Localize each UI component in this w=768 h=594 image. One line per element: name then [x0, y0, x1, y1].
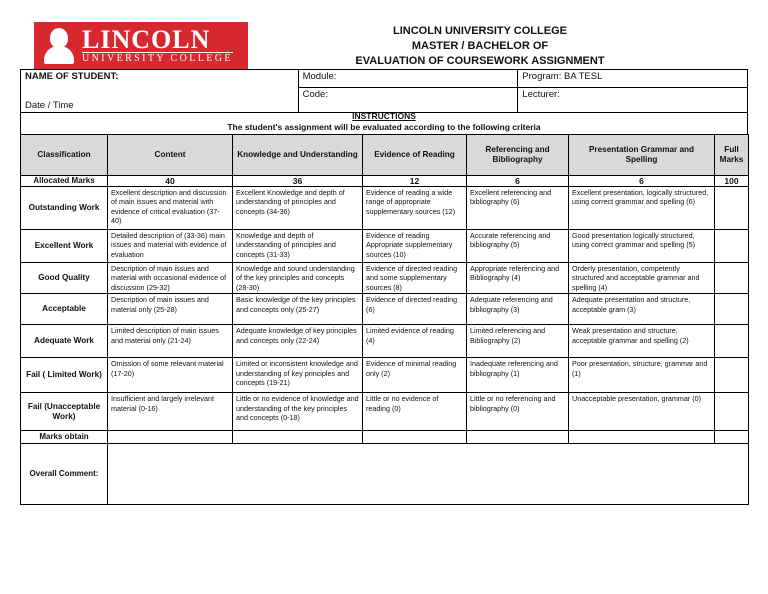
table-row: [21, 393, 749, 431]
overall-comment-field[interactable]: [108, 444, 749, 505]
criteria-cell: Adequate referencing and bibliography (3): [467, 294, 569, 325]
code-field[interactable]: [298, 87, 518, 112]
allocated-knowledge: 36: [233, 176, 363, 187]
criteria-cell: Evidence of directed reading and some supplementary sources (8): [363, 263, 467, 294]
lecturer-field[interactable]: [518, 87, 748, 112]
lincoln-bust-icon: [40, 26, 78, 66]
student-name-field[interactable]: [21, 70, 299, 113]
classification-cell: Acceptable: [21, 294, 108, 325]
table-row: [21, 187, 749, 230]
criteria-cell: Inadequate referencing and bibliography (1): [467, 358, 569, 393]
marks-obtain-referencing[interactable]: [467, 431, 569, 444]
table-row: [21, 294, 749, 325]
marks-cell[interactable]: [715, 358, 749, 393]
marks-obtain-content[interactable]: [108, 431, 233, 444]
overall-comment-row: [21, 444, 749, 505]
criteria-cell: Description of main issues and material with occasional evidence of discussion (29-32): [108, 263, 233, 294]
student-info-table: [20, 69, 748, 113]
criteria-cell: Insufficient and largely irrelevant material (0-16): [108, 393, 233, 431]
marks-cell[interactable]: [715, 187, 749, 230]
header-full-marks: Full Marks: [715, 135, 749, 176]
criteria-cell: Accurate referencing and bibliography (5): [467, 230, 569, 263]
rubric-table: [20, 134, 749, 505]
degree-title: MASTER / BACHELOR OF: [411, 40, 549, 52]
classification-cell: Outstanding Work: [21, 187, 108, 230]
program-label: Program: BA TESL: [522, 71, 603, 82]
criteria-cell: Limited evidence of reading (4): [363, 325, 467, 358]
header-classification: Classification: [21, 135, 108, 176]
document-header: [350, 24, 610, 69]
criteria-cell: Excellent referencing and bibliography (6): [467, 187, 569, 230]
header-reading: Evidence of Reading: [363, 135, 467, 176]
criteria-cell: Little or no evidence of knowledge and understanding of the key principles and concepts (0-18): [233, 393, 363, 431]
criteria-cell: Evidence of reading Appropriate supplementary sources (10): [363, 230, 467, 263]
instructions-text: The student's assignment will be evaluated according to the following criteria: [227, 122, 541, 132]
marks-cell[interactable]: [715, 325, 749, 358]
marks-obtain-presentation[interactable]: [569, 431, 715, 444]
header-knowledge: Knowledge and Understanding: [233, 135, 363, 176]
criteria-cell: Description of main issues and material only (25-28): [108, 294, 233, 325]
criteria-cell: Detailed description of (33-36) main issues and material with evidence of evaluation: [108, 230, 233, 263]
table-row: [21, 230, 749, 263]
lecturer-label: Lecturer:: [522, 88, 560, 100]
criteria-cell: Adequate presentation and structure, acceptable gram (3): [569, 294, 715, 325]
header-presentation: Presentation Grammar and Spelling: [569, 135, 715, 176]
code-label: Code:: [302, 88, 328, 100]
table-row: [21, 325, 749, 358]
criteria-cell: Evidence of minimal reading only (2): [363, 358, 467, 393]
criteria-cell: Basic knowledge of the key principles and concepts only (25-27): [233, 294, 363, 325]
allocated-reading: 12: [363, 176, 467, 187]
criteria-cell: Excellent description and discussion of main issues and material with evidence of critical evaluation (37-40): [108, 187, 233, 230]
criteria-cell: Knowledge and sound understanding of the key principles and concepts (28-30): [233, 263, 363, 294]
criteria-cell: Limited description of main issues and material only (21-24): [108, 325, 233, 358]
student-name-label: NAME OF STUDENT:: [25, 71, 119, 82]
allocated-full: 100: [715, 176, 749, 187]
allocated-marks-row: [21, 176, 749, 187]
program-field[interactable]: [518, 70, 748, 88]
criteria-cell: Little or no referencing and bibliography (0): [467, 393, 569, 431]
marks-obtain-knowledge[interactable]: [233, 431, 363, 444]
criteria-cell: Excellent Knowledge and depth of understanding of principles and concepts (34-36): [233, 187, 363, 230]
classification-cell: Adequate Work: [21, 325, 108, 358]
college-logo: [34, 22, 248, 70]
classification-cell: Good Quality: [21, 263, 108, 294]
marks-cell[interactable]: [715, 294, 749, 325]
overall-comment-label: Overall Comment:: [21, 444, 108, 505]
criteria-cell: Good presentation logically structured, using correct grammar and spelling (5): [569, 230, 715, 263]
criteria-cell: Evidence of reading a wide range of appropriate supplementary sources (12): [363, 187, 467, 230]
instructions-heading: INSTRUCTIONS: [352, 111, 416, 121]
classification-cell: Excellent Work: [21, 230, 108, 263]
marks-obtain-total[interactable]: [715, 431, 749, 444]
instructions-box: [20, 111, 748, 135]
logo-wordmark: LINCOLN: [82, 25, 211, 54]
marks-cell[interactable]: [715, 230, 749, 263]
marks-obtain-row: [21, 431, 749, 444]
module-field[interactable]: [298, 70, 518, 88]
criteria-cell: Little or no evidence of reading (0): [363, 393, 467, 431]
table-row: [21, 263, 749, 294]
criteria-cell: Weak presentation and structure, acceptable grammar and spelling (2): [569, 325, 715, 358]
marks-cell[interactable]: [715, 393, 749, 431]
form-title: EVALUATION OF COURSEWORK ASSIGNMENT: [355, 55, 605, 67]
criteria-cell: Omission of some relevant material (17-20): [108, 358, 233, 393]
criteria-cell: Poor presentation, structure, grammar and (1): [569, 358, 715, 393]
criteria-cell: Unacceptable presentation, grammar (0): [569, 393, 715, 431]
allocated-label: Allocated Marks: [21, 176, 108, 187]
college-title: LINCOLN UNIVERSITY COLLEGE: [393, 25, 567, 37]
criteria-cell: Excellent presentation, logically structured, using correct grammar and spelling (6): [569, 187, 715, 230]
criteria-cell: Evidence of directed reading (6): [363, 294, 467, 325]
header-content: Content: [108, 135, 233, 176]
classification-cell: Fail ( Limited Work): [21, 358, 108, 393]
criteria-cell: Adequate knowledge of key principles and concepts only (22-24): [233, 325, 363, 358]
criteria-cell: Knowledge and depth of understanding of principles and concepts (31-33): [233, 230, 363, 263]
rubric-header-row: [21, 135, 749, 176]
table-row: [21, 358, 749, 393]
marks-obtain-reading[interactable]: [363, 431, 467, 444]
criteria-cell: Orderly presentation, competently structured and acceptable grammar and spelling (4): [569, 263, 715, 294]
criteria-cell: Limited referencing and Bibliography (2): [467, 325, 569, 358]
allocated-referencing: 6: [467, 176, 569, 187]
module-label: Module:: [302, 71, 337, 82]
classification-cell: Fail (Unacceptable Work): [21, 393, 108, 431]
allocated-content: 40: [108, 176, 233, 187]
criteria-cell: Appropriate referencing and Bibliography (4): [467, 263, 569, 294]
allocated-presentation: 6: [569, 176, 715, 187]
date-time-label: Date / Time: [25, 100, 74, 111]
header-referencing: Referencing and Bibliography: [467, 135, 569, 176]
marks-obtain-label: Marks obtain: [21, 431, 108, 444]
logo-subtitle: UNIVERSITY COLLEGE: [82, 53, 233, 64]
marks-cell[interactable]: [715, 263, 749, 294]
criteria-cell: Limited or inconsistent knowledge and understanding of key principles and concepts (19-21): [233, 358, 363, 393]
